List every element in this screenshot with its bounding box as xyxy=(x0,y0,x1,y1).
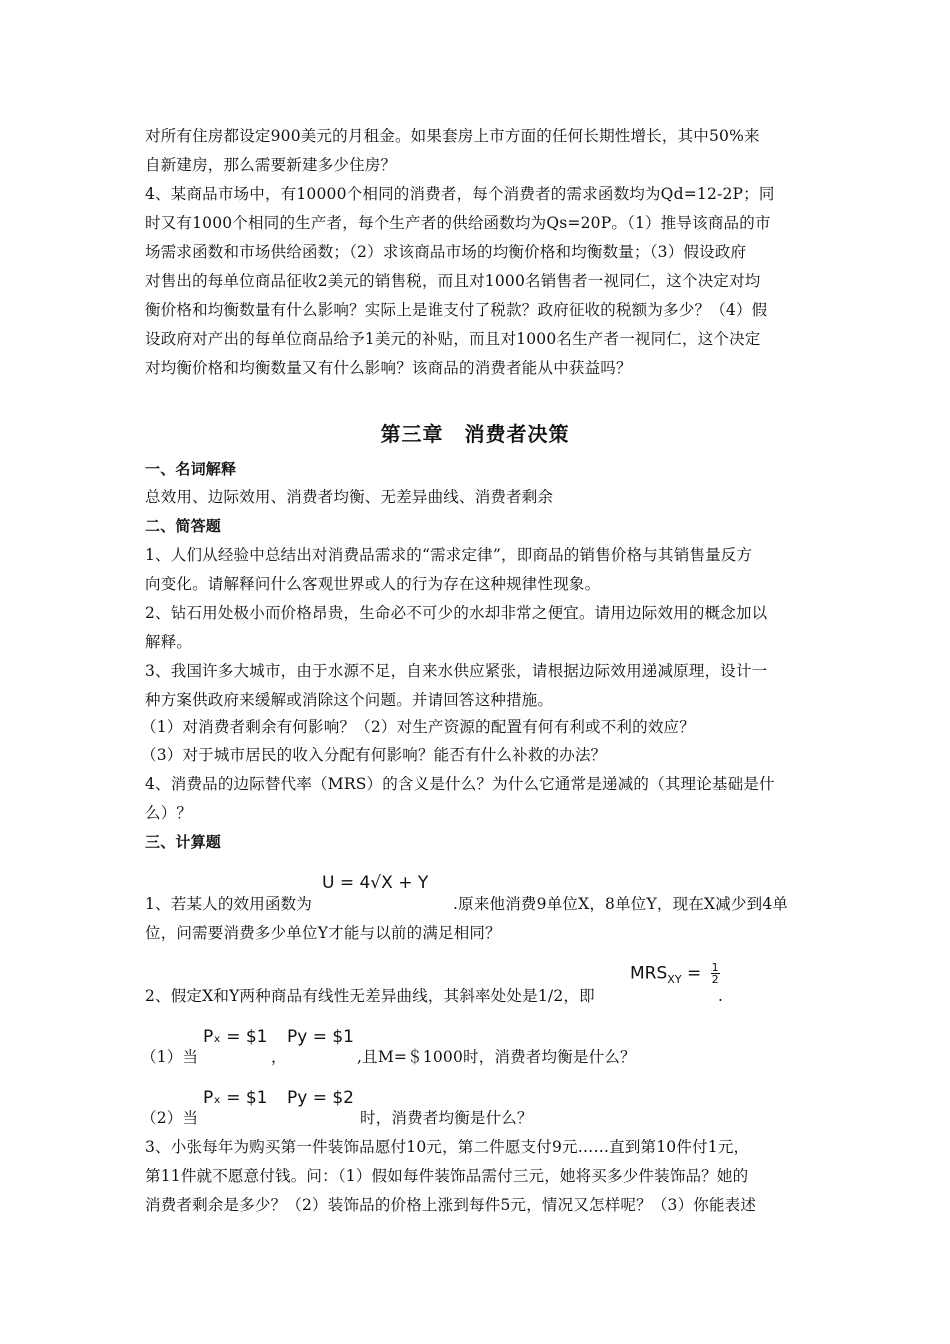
text-line: 3、小张每年为购买第一件装饰品愿付10元，第二件愿支付9元……直到第10件付1元， xyxy=(145,1138,750,1156)
text-line: 对售出的每单位商品征收2美元的销售税，而且对1000名销售者一视同仁，这个决定对均 xyxy=(145,272,761,290)
text-line: 时又有1000个相同的生产者，每个生产者的供给函数均为Qs=20P。（1）推导该商品的市 xyxy=(145,214,771,232)
utility-formula-text: U = 4√X + Y xyxy=(322,873,429,893)
utility-formula xyxy=(322,873,428,893)
chapter-title: 第三章 消费者决策 xyxy=(380,422,570,446)
text-line: 解释。 xyxy=(145,633,193,651)
text-line: 1、人们从经验中总结出对消费品需求的“需求定律”，即商品的销售价格与其销售量反方 xyxy=(145,546,753,564)
section-heading: 一、名词解释 xyxy=(145,460,237,478)
mrs-label: MRS xyxy=(630,963,668,984)
text-line: 3、我国许多大城市，由于水源不足，自来水供应紧张，请根据边际效用递减原理，设计一 xyxy=(145,662,768,680)
text-line: 场需求函数和市场供给函数；（2）求该商品市场的均衡价格和均衡数量；（3）假设政府 xyxy=(145,243,747,261)
section-heading: 二、简答题 xyxy=(145,517,222,535)
q2-line-a: 2、假定X和Y两种商品有线性无差异曲线，其斜率处处是1/2，即 xyxy=(145,987,595,1005)
text-line: 自新建房，那么需要新建多少住房？ xyxy=(145,156,397,174)
mrs-denominator: 2 xyxy=(711,973,719,986)
q2-line-b: . xyxy=(718,987,724,1005)
text-line: 4、某商品市场中，有10000个相同的消费者，每个消费者的需求函数均为Qd=12-2P；同 xyxy=(145,185,775,203)
q1-line-b: .原来他消费9单位X，8单位Y，现在X减少到4单 xyxy=(453,895,789,913)
q2-2-line-a: （2）当 xyxy=(141,1109,199,1127)
mrs-fraction xyxy=(711,962,720,985)
terms-line: 总效用、边际效用、消费者均衡、无差异曲线、消费者剩余 xyxy=(145,488,554,506)
price-y-formula: Py = $1 xyxy=(287,1027,354,1047)
text-line: （1）对消费者剩余有何影响？（2）对生产资源的配置有何有利或不利的效应？ xyxy=(141,718,695,736)
q2-1-line-b: ， xyxy=(271,1048,287,1066)
q2-1-line-c: ,且M=＄1000时，消费者均衡是什么？ xyxy=(357,1048,636,1066)
text-line: 向变化。请解释问什么客观世界或人的行为存在这种规律性现象。 xyxy=(145,575,601,593)
q2-1-line-a: （1）当 xyxy=(141,1048,199,1066)
text-line: 对均衡价格和均衡数量又有什么影响？该商品的消费者能从中获益吗？ xyxy=(145,359,632,377)
mrs-formula: $MRS_{XY}$ = $\frac{1}{2}$ xyxy=(630,961,719,986)
text-line: 种方案供政府来缓解或消除这个问题。并请回答这种措施。 xyxy=(145,691,554,709)
text-line: 2、钻石用处极小而价格昂贵，生命必不可少的水却非常之便宜。请用边际效用的概念加以 xyxy=(145,604,768,622)
mrs-numerator: 1 xyxy=(711,961,719,974)
section-heading: 三、计算题 xyxy=(145,833,222,851)
text-line: 么）？ xyxy=(145,804,193,822)
text-line: 衡价格和均衡数量有什么影响？实际上是谁支付了税款？政府征收的税额为多少？（4）假 xyxy=(145,301,768,319)
text-line: 对所有住房都设定900美元的月租金。如果套房上市方面的任何长期性增长，其中50%来 xyxy=(145,127,760,145)
text-line: 4、消费品的边际替代率（MRS）的含义是什么？为什么它通常是递减的（其理论基础是什 xyxy=(145,775,775,793)
text-line: 设政府对产出的每单位商品给予1美元的补贴，而且对1000名生产者一视同仁，这个决定 xyxy=(145,330,761,348)
q1-line-c: 位，问需要消费多少单位Y才能与以前的满足相同？ xyxy=(145,924,501,942)
q2-2-line-b: 时，消费者均衡是什么？ xyxy=(360,1109,533,1127)
price-x-formula: Pₓ = $1 xyxy=(203,1088,268,1108)
mrs-subscript: XY xyxy=(667,972,682,986)
price-y-formula: Py = $2 xyxy=(287,1088,354,1108)
text-line: （3）对于城市居民的收入分配有何影响？能否有什么补救的办法？ xyxy=(141,746,607,764)
q1-line-a: 1、若某人的效用函数为 xyxy=(145,895,313,913)
text-line: 消费者剩余是多少？（2）装饰品的价格上涨到每件5元，情况又怎样呢？（3）你能表述 xyxy=(145,1196,757,1214)
text-line: 第11件就不愿意付钱。问：（1）假如每件装饰品需付三元，她将买多少件装饰品？她的 xyxy=(145,1167,749,1185)
price-x-formula: Pₓ = $1 xyxy=(203,1027,268,1047)
